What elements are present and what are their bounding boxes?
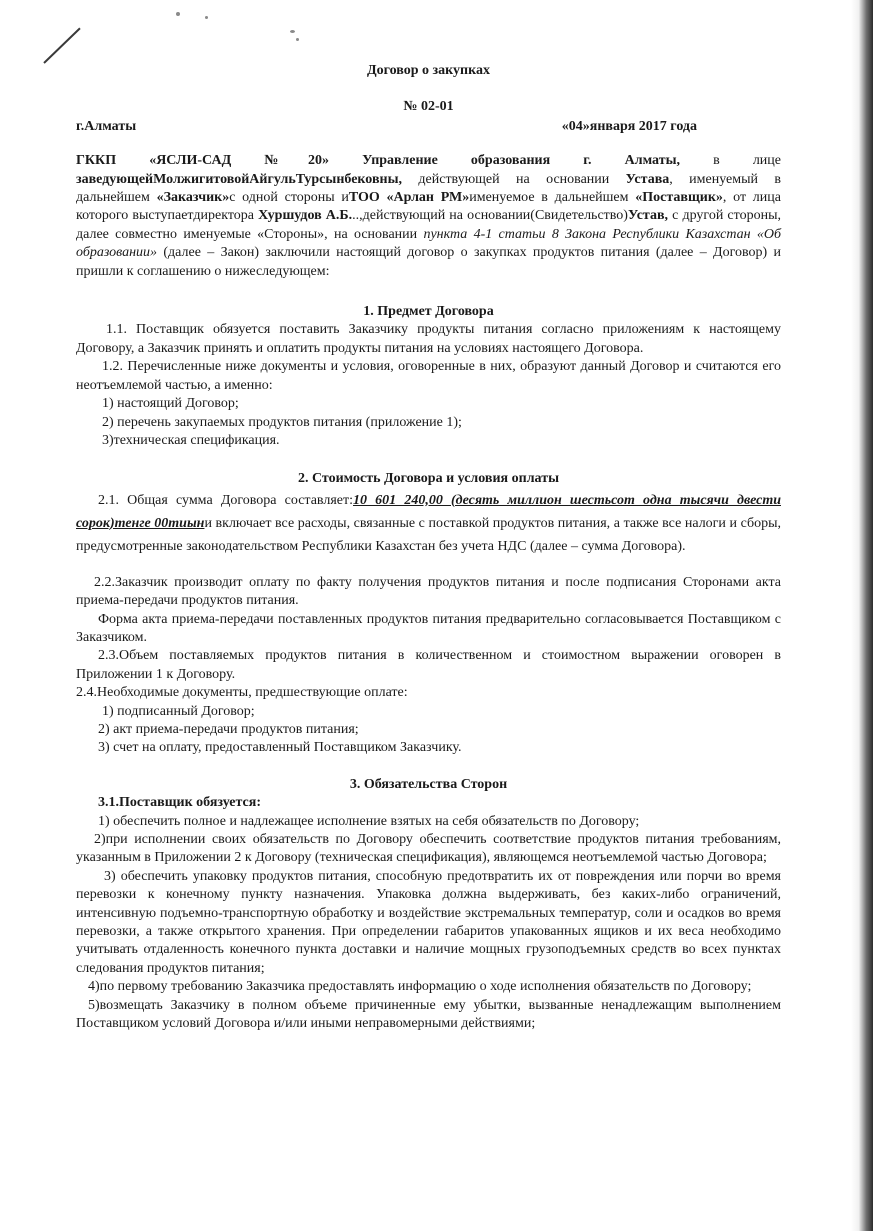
clause-2-3: 2.3.Объем поставляемых продуктов питания в количественном и стоимостном выражении оговорен в Приложении 1 к Договору.	[76, 648, 781, 682]
list-item: 2) акт приема-передачи продуктов питания;	[98, 721, 359, 737]
contract-amount: 10 601 240,00 (десять миллион шестьсот одна тысячи двести сорок)тенге 00тиын	[76, 492, 781, 531]
obligation-2: 2)при исполнении своих обязательств по Договору обеспечить соответствие продуктов питания требованиям, указанным в Приложении 2 к Договору (техническая спецификация), являющемся неотъемлемой частью Договора;	[76, 832, 781, 866]
obligation-4: 4)по первому требованию Заказчика предоставлять информацию о ходе исполнения обязательств по Договору;	[88, 979, 752, 995]
clause-2-4: 2.4.Необходимые документы, предшествующие оплате:	[76, 685, 408, 701]
document-title: Договор о закупках	[367, 63, 490, 78]
list-item: 2) перечень закупаемых продуктов питания (приложение 1);	[102, 414, 462, 430]
contract-page	[76, 62, 781, 1033]
clause-2-2-form: Форма акта приема-передачи поставленных продуктов питания предварительно согласовывается Поставщиком с Заказчиком.	[76, 611, 781, 645]
clause-1-2: 1.2. Перечисленные ниже документы и условия, оговоренные в них, образуют данный Договор и считаются его неотъемлемой частью, а именно:	[76, 359, 781, 393]
customer-name: ГККП «ЯСЛИ-САД №20» Управление образования г. Алматы,	[76, 153, 681, 169]
scan-speck	[290, 30, 295, 33]
city: г.Алматы	[76, 118, 137, 134]
clause-2-2: 2.2.Заказчик производит оплату по факту получения продуктов питания и после подписания Сторонами акта приема-передачи продуктов питания.	[76, 574, 781, 609]
clause-3-1-heading: 3.1.Поставщик обязуется:	[98, 795, 262, 811]
scan-speck	[296, 38, 299, 41]
obligation-3: 3) обеспечить упаковку продуктов питания, способную предотвратить их от повреждения или порчи во время перевозки к конечному пункту назначения. Упаковка должна выдерживать, без каких-либо ограничений, интенсивную подъемно-транспортную обработку и воздействие экстремальных температур, соли и осадков во время перевозки, а также открытого хранения. При определении габаритов упакованных ящиков и их веса необходимо учитывать отдаленность конечного пункта доставки и наличие мощных грузоподъемных средств во всех пунктах следования продуктов питания;	[76, 868, 781, 976]
section-3-title: 3. Обязательства Сторон	[349, 776, 508, 792]
charter: Устава	[625, 171, 670, 187]
list-item: 3)техническая спецификация.	[102, 432, 280, 448]
customer-label: «Заказчик»	[156, 190, 230, 206]
director-name: Хуршудов А.Б.	[258, 208, 353, 224]
supplier-name: ТОО «Арлан РМ»	[348, 190, 470, 206]
section-1-title: 1. Предмет Договора	[363, 304, 494, 320]
list-item: 1) подписанный Договор;	[102, 703, 255, 719]
list-item: 3) счет на оплату, предоставленный Поставщиком Заказчику.	[98, 740, 462, 756]
contract-date: «04»января 2017 года	[561, 118, 697, 134]
scan-speck	[205, 16, 208, 19]
law-reference: пункта 4-1 статьи 8 Закона Республики Казахстан «Об образовании»	[76, 226, 781, 261]
scan-edge-shadow	[851, 0, 873, 1231]
section-2-title: 2. Стоимость Договора и условия оплаты	[298, 471, 559, 487]
charter-2: Устав,	[627, 208, 669, 224]
obligation-1: 1) обеспечить полное и надлежащее исполнение взятых на себя обязательств по Договору;	[98, 813, 640, 829]
scan-speck	[176, 12, 180, 16]
supplier-label: «Поставщик»	[635, 190, 723, 206]
obligation-5: 5)возмещать Заказчику в полном объеме причиненные ему убытки, вызванные ненадлежащим выполнением Поставщиком условий Договора и/или иными неправомерными действиями;	[76, 997, 781, 1032]
place-date-line	[76, 118, 781, 136]
clause-1-1: 1.1. Поставщик обязуется поставить Заказчику продукты питания согласно приложениям к настоящему Договору, а Заказчик принять и оплатить продукты питания на условиях настоящего Договора.	[76, 322, 781, 356]
pen-stroke-mark	[43, 28, 80, 64]
list-item: 1) настоящий Договор;	[102, 396, 239, 412]
head-name: заведующейМолжигитовойАйгульТурсынбековны,	[76, 171, 403, 187]
contract-number: № 02-01	[403, 99, 454, 115]
intro-paragraph: ГККП «ЯСЛИ-САД №20» Управление образования г. Алматы, в лице заведующейМолжигитовойАйгульТурсынбековны, действующей на основании Устава, именуемый в дальнейшем «Заказчик»с одной стороны иТОО «Арлан РМ»именуемое в дальнейшем «Поставщик», от лица которого выступаетдиректора Хуршудов А.Б...,действующий на основании(Свидетельство)Устав, с другой стороны, далее совместно именуемые «Стороны», на основании пункта 4-1 статьи 8 Закона Республики Казахстан «Об образовании» (далее – Закон) заключили настоящий договор о закупках продуктов питания (далее – Договор) и пришли к соглашению о нижеследующем:	[76, 153, 782, 279]
clause-2-1: 2.1. Общая сумма Договора составляет:10 601 240,00 (десять миллион шестьсот одна тысячи двести сорок)тенге 00тиыни включает все расходы, связанные с поставкой продуктов питания, а также все налоги и сборы, предусмотренные законодательством Республики Казахстан без учета НДС (далее – сумма Договора).	[76, 492, 781, 554]
